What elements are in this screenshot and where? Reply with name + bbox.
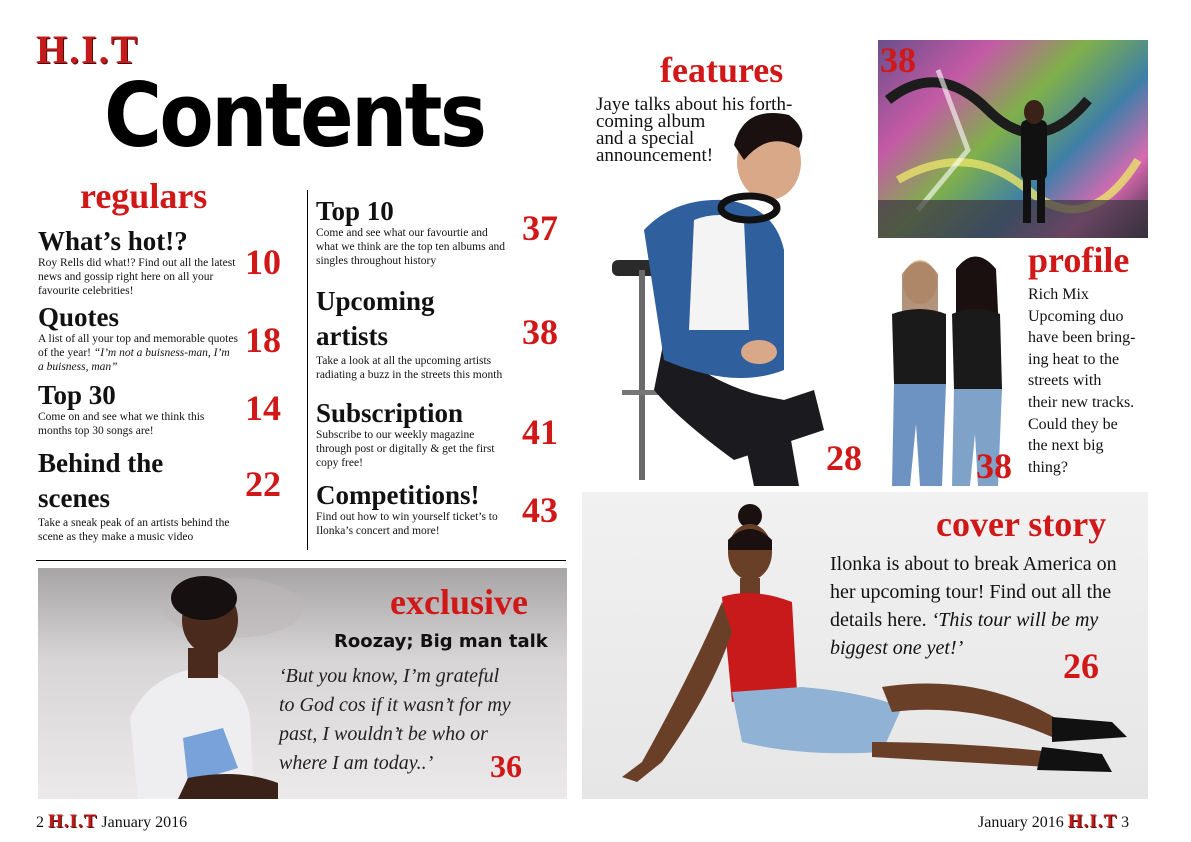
footer-brand: H.I.T (1067, 811, 1118, 832)
profile-text (1028, 284, 1158, 478)
item-title: Top 10 (316, 196, 394, 226)
footer-page-number: 2 (36, 814, 44, 831)
profile-line: streets with (1028, 372, 1102, 390)
page-number: 38 (522, 312, 558, 352)
item-desc (38, 332, 238, 374)
profile-line: Rich Mix (1028, 286, 1089, 303)
brand-logo: H.I.T (36, 27, 140, 72)
cover-story-desc: Ilonka is about to break America on her upcoming tour! Find out all the details here. (830, 553, 1117, 631)
regulars-heading: regulars (80, 176, 208, 216)
quote-line: to God cos if it wasn’t for my (279, 694, 511, 716)
features-line: and a special (596, 128, 695, 149)
item-desc: Take a look at all the upcoming artists radiating a buzz in the streets this month (316, 355, 503, 381)
features-line: coming album (596, 111, 706, 132)
features-line: Jaye talks about his forth- (596, 94, 793, 115)
profile-line: Could they be (1028, 415, 1118, 433)
item-title: Subscription (316, 398, 464, 428)
page-number: 26 (1063, 646, 1099, 686)
page-title: Contents (104, 64, 485, 167)
contents-item-whats-hot[interactable] (38, 226, 253, 298)
profile-line: their new tracks. (1028, 393, 1135, 411)
exclusive-subtitle: Roozay; Big man talk (334, 631, 548, 652)
footer-date: January 2016 (978, 814, 1064, 831)
graffiti-photo[interactable] (878, 40, 1148, 238)
footer-brand: H.I.T (48, 811, 98, 832)
page-number: 10 (245, 242, 281, 282)
footer-date: January 2016 (101, 814, 188, 831)
page-number: 37 (522, 208, 558, 248)
page-number: 18 (245, 320, 281, 360)
item-title: Upcoming (316, 286, 435, 316)
footer-left (36, 812, 187, 833)
item-quote: “I’m not a buisness-man, I’m a buisness, man” (38, 347, 230, 373)
section-rule (36, 560, 566, 561)
item-title: Behind the (38, 448, 164, 478)
item-desc: Come and see what our favourtie and what we think are the top ten albums and singles throughout history (316, 227, 506, 267)
profile-line: have been bring- (1028, 329, 1136, 347)
cover-story-heading: cover story (936, 504, 1107, 544)
item-desc-text: A list of all your top and memorable quotes of the year! (38, 333, 238, 359)
item-title: Quotes (38, 302, 119, 332)
item-title: What’s hot!? (38, 226, 188, 256)
page-number: 43 (522, 490, 558, 530)
contents-item-quotes[interactable] (38, 302, 238, 374)
quote-line: past, I wouldn’t be who or (279, 723, 488, 745)
quote-line: ‘But you know, I’m grateful (279, 665, 500, 687)
page-number: 22 (245, 464, 281, 504)
item-desc: Find out how to win yourself ticket’s to Ilonka’s concert and more! (316, 511, 498, 537)
quote-line: where I am today..’ (279, 752, 434, 774)
page-number: 28 (826, 438, 862, 478)
cover-story-quote: ‘This tour will be my biggest one yet!’ (830, 609, 1099, 659)
column-divider (307, 190, 308, 550)
contents-item-behind-the-scenes[interactable] (38, 446, 253, 544)
features-heading: features (660, 50, 784, 90)
item-title: Top 30 (38, 380, 116, 410)
exclusive-heading: exclusive (390, 582, 528, 622)
item-title: Competitions! (316, 480, 480, 510)
item-desc: Roy Rells did what!? Find out all the latest news and gossip right here on all your favourite celebrities! (38, 257, 236, 297)
page-number: 38 (880, 40, 916, 80)
footer-page-number: 3 (1121, 814, 1130, 831)
profile-line: thing? (1028, 458, 1068, 476)
item-desc: Subscribe to our weekly magazine through post or digitally & get the first copy free! (316, 429, 495, 469)
contents-item-subscription[interactable] (316, 398, 506, 470)
contents-item-top-10[interactable] (316, 196, 506, 268)
page-number: 14 (245, 388, 281, 428)
profile-line: Upcoming duo (1028, 307, 1124, 325)
item-title: artists (316, 321, 388, 351)
item-desc: Take a sneak peak of an artists behind the scene as they make a music video (38, 517, 230, 543)
profile-line: ing heat to the (1028, 350, 1120, 368)
page-number: 36 (490, 748, 522, 784)
item-desc: Come on and see what we think this months top 30 songs are! (38, 411, 205, 437)
item-title: scenes (38, 483, 110, 513)
features-line: announcement! (596, 145, 714, 166)
graffiti-illustration (878, 40, 1148, 238)
page-number: 38 (976, 446, 1012, 486)
features-text (596, 96, 856, 164)
footer-right (978, 812, 1129, 833)
contents-item-competitions[interactable] (316, 480, 511, 538)
contents-item-top-30[interactable] (38, 380, 238, 438)
page-number: 41 (522, 412, 558, 452)
profile-heading: profile (1028, 240, 1130, 280)
profile-line: the next big (1028, 437, 1104, 455)
contents-item-upcoming-artists[interactable] (316, 284, 506, 382)
